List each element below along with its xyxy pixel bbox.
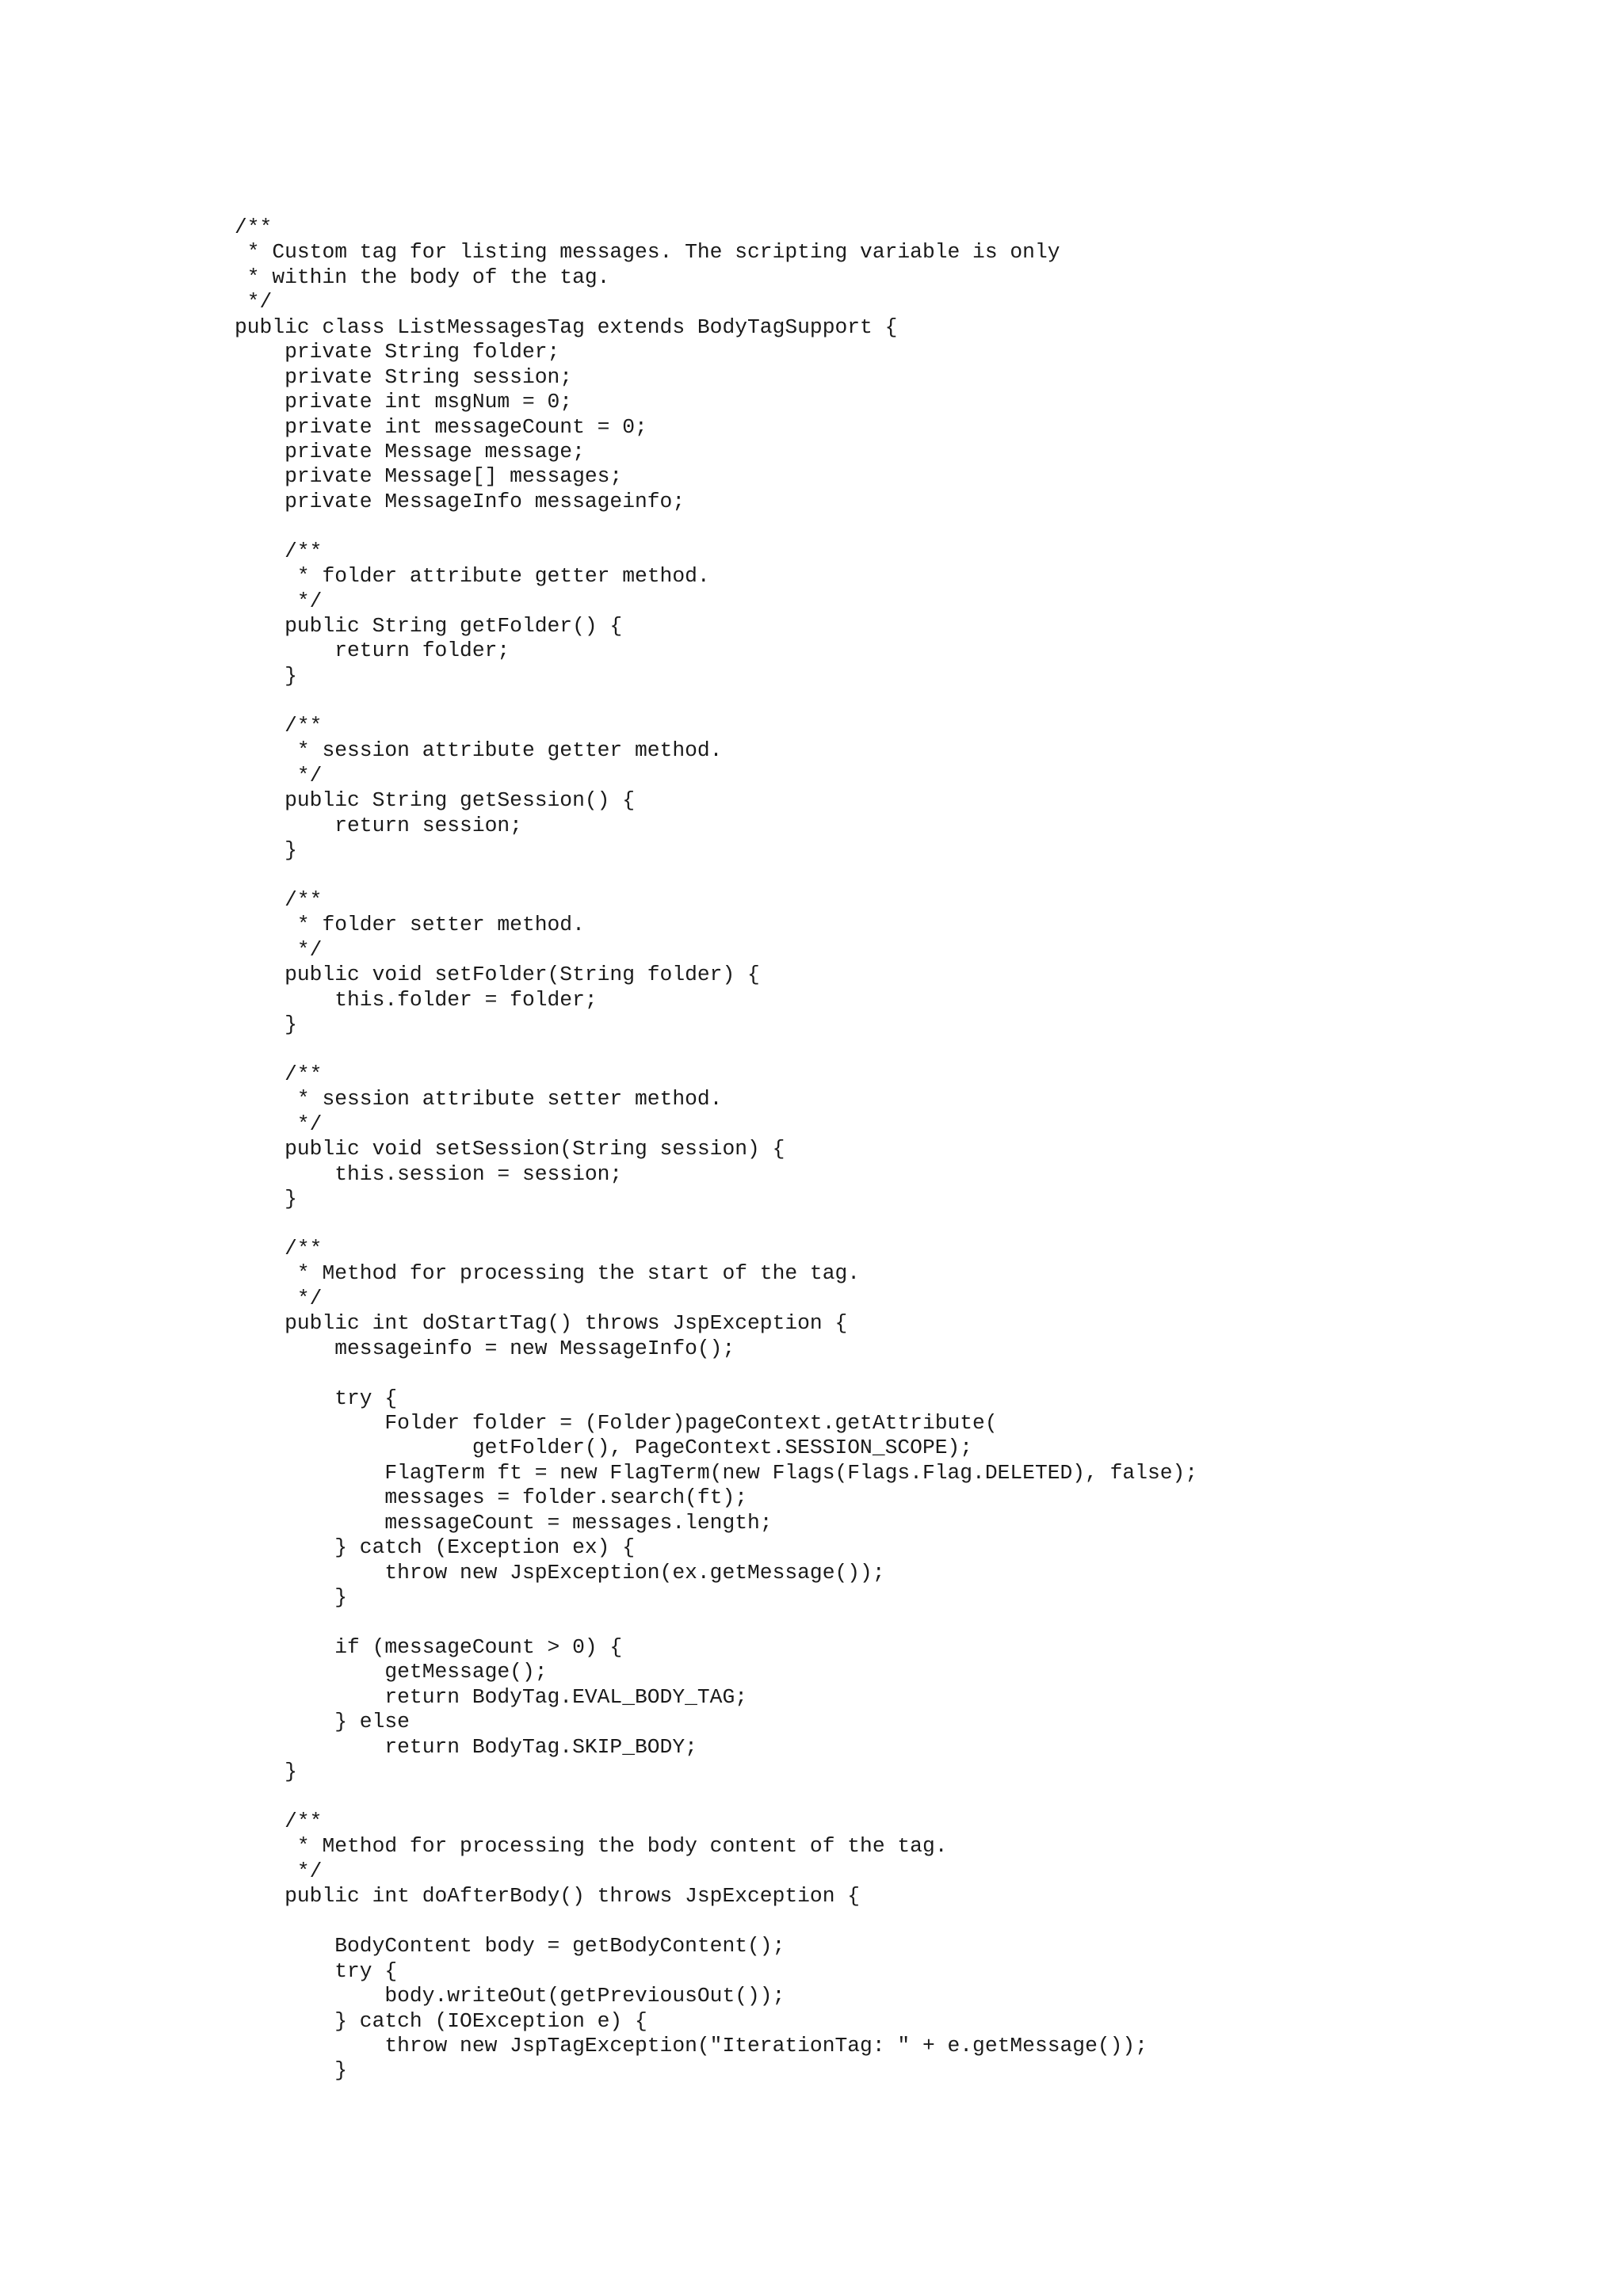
code-line: } catch (IOException e) { [235,2008,647,2033]
code-line: } else [235,1710,410,1734]
code-line: private Message[] messages; [235,464,623,489]
code-line: } [235,1187,297,1211]
code-line: */ [235,763,323,788]
code-line: private Message message; [235,439,585,463]
code-line: } [235,1760,297,1784]
code-line: FlagTerm ft = new FlagTerm(new Flags(Flags.Flag.DELETED), false); [235,1460,1198,1485]
code-line: */ [235,589,323,613]
code-line: this.session = session; [235,1161,623,1186]
code-line: * Method for processing the start of the tag. [235,1261,861,1286]
code-line: return BodyTag.EVAL_BODY_TAG; [235,1684,748,1709]
code-line: /** [235,1062,323,1086]
code-line: } [235,663,297,688]
code-line: body.writeOut(getPreviousOut()); [235,1984,785,2008]
code-line [235,1361,1197,1386]
code-line: * folder attribute getter method. [235,564,710,589]
code-line: public class ListMessagesTag extends BodyTagSupport { [235,315,898,339]
code-line: messageinfo = new MessageInfo(); [235,1336,735,1360]
code-line: } [235,2058,348,2083]
code-line: try { [235,1958,398,1983]
code-line: */ [235,937,323,962]
code-line: try { [235,1386,398,1410]
code-line: } [235,1585,348,1610]
code-line: private MessageInfo messageinfo; [235,489,685,513]
code-line: private String session; [235,364,573,389]
code-line: * session attribute setter method. [235,1087,723,1112]
code-line: messageCount = messages.length; [235,1510,773,1535]
code-line: return BodyTag.SKIP_BODY; [235,1734,697,1759]
code-line: } catch (Exception ex) { [235,1535,635,1560]
code-line [235,1909,1197,1934]
code-line: */ [235,1112,323,1136]
code-line: messages = folder.search(ft); [235,1486,748,1510]
code-line: * Method for processing the body content of the tag. [235,1834,948,1859]
code-line: public String getSession() { [235,788,635,813]
code-line [235,1611,1197,1635]
code-line [235,863,1197,887]
code-line: public void setFolder(String folder) { [235,963,760,987]
code-line: * session attribute getter method. [235,738,723,763]
code-line: } [235,837,297,862]
code-line: /** [235,539,323,563]
code-line: return folder; [235,639,510,663]
code-line [235,1212,1197,1237]
code-line: public String getFolder() { [235,614,623,638]
code-line: * within the body of the tag. [235,265,610,289]
code-line: throw new JspTagException("IterationTag: " + e.getMessage()); [235,2033,1148,2058]
code-line: * Custom tag for listing messages. The scripting variable is only [235,240,1060,265]
code-line: if (messageCount > 0) { [235,1634,623,1659]
code-line: BodyContent body = getBodyContent(); [235,1934,785,1958]
code-line [235,1785,1197,1810]
code-line: * folder setter method. [235,913,585,937]
code-line: public int doStartTag() throws JspException { [235,1311,848,1336]
code-line: private int msgNum = 0; [235,390,573,414]
code-line: this.folder = folder; [235,987,598,1012]
code-line: /** [235,713,323,738]
code-line: */ [235,1286,323,1310]
code-line [235,688,1197,713]
code-line: Folder folder = (Folder)pageContext.getAttribute( [235,1411,998,1435]
code-line: getMessage(); [235,1660,548,1684]
code-line: } [235,1013,297,1036]
code-line [235,1037,1197,1062]
code-line: public void setSession(String session) { [235,1137,785,1161]
code-line: */ [235,290,273,315]
code-line: private int messageCount = 0; [235,414,647,439]
code-line: getFolder(), PageContext.SESSION_SCOPE); [235,1436,973,1460]
code-line: /** [235,215,273,239]
code-line: throw new JspException(ex.getMessage()); [235,1560,885,1585]
code-line: /** [235,1810,323,1833]
code-line: /** [235,887,323,912]
code-line: return session; [235,813,522,837]
code-line: private String folder; [235,340,560,364]
code-line: public int doAfterBody() throws JspException { [235,1884,861,1909]
code-listing [235,215,1197,2084]
code-line: */ [235,1859,323,1883]
code-line [235,514,1197,539]
code-line: /** [235,1236,323,1261]
